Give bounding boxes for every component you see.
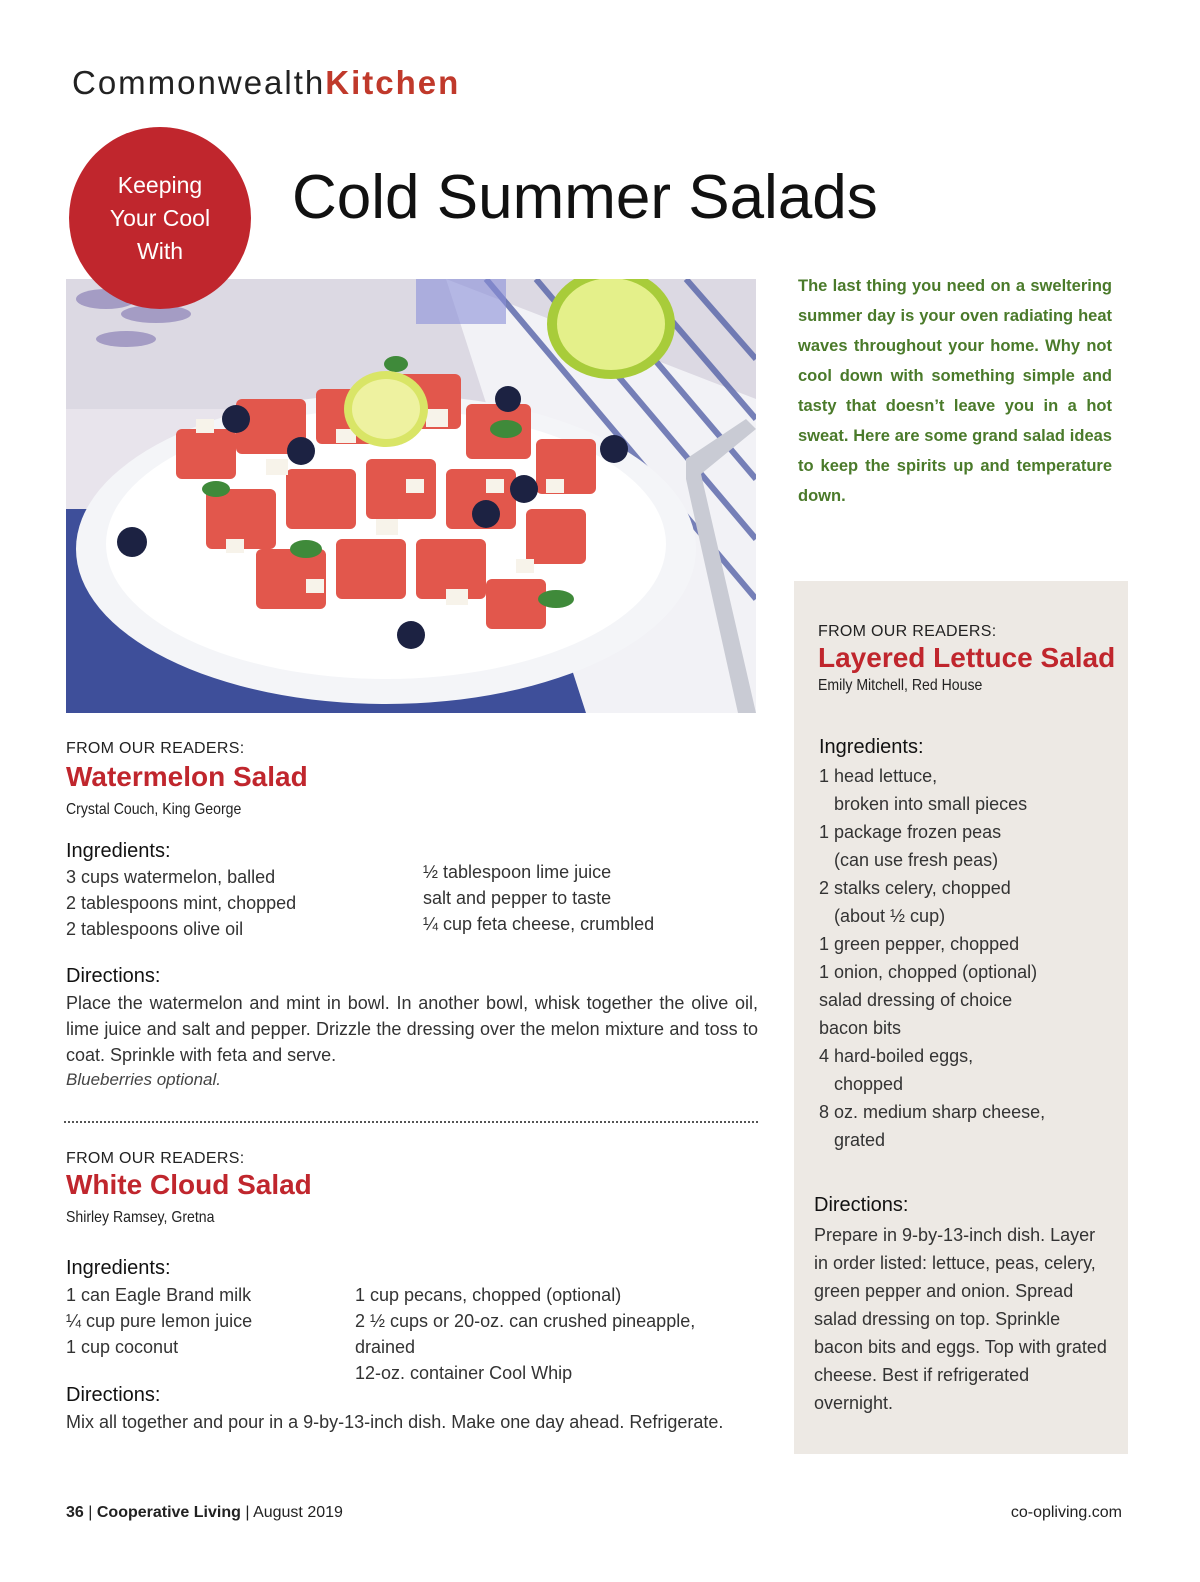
ingredient-item: ¼ cup feta cheese, crumbled xyxy=(423,914,655,934)
footer-separator: | xyxy=(88,1504,93,1521)
ingredients-list xyxy=(819,762,1045,1154)
directions-text: Place the watermelon and mint in bowl. In another bowl, whisk together the olive oil, lime juice and salt and pepper. Drizzle the dressing over the melon mixture and toss to coat. Sprinkle with feta and serve. xyxy=(66,993,758,1065)
brand-name: Commonwealth xyxy=(72,64,326,101)
ingredients-column xyxy=(355,1282,758,1386)
ingredient-item: 1 cup coconut xyxy=(66,1337,179,1357)
ingredient-item: 1 package frozen peas xyxy=(819,822,1002,842)
ingredient-item: chopped xyxy=(834,1074,904,1094)
ingredient-item: bacon bits xyxy=(819,1018,902,1038)
recipe-layered-lettuce-salad xyxy=(794,581,1128,1454)
ingredient-item: grated xyxy=(834,1130,886,1150)
ingredient-item: 1 head lettuce, xyxy=(819,766,938,786)
recipe-white-cloud-salad xyxy=(66,1150,758,1432)
intro-text: The last thing you need on a sweltering summer day is your oven radiating heat waves throughout your home. Why not cool down with something simple and tasty that doesn’t leave you in a hot sweat. Here are some grand salad ideas to keep the spirits up and temperature down. xyxy=(798,277,1112,505)
recipe-title: Watermelon Salad xyxy=(66,761,308,792)
ingredient-item: 2 stalks celery, chopped xyxy=(819,878,1011,898)
dotted-divider xyxy=(64,1121,758,1123)
badge-line: Keeping xyxy=(117,171,203,198)
ingredient-item: 2 ½ cups or 20-oz. can crushed pineapple, drained xyxy=(355,1311,696,1357)
directions-heading: Directions: xyxy=(66,1384,161,1406)
ingredients-heading: Ingredients: xyxy=(819,736,924,758)
recipe-kicker: FROM OUR READERS: xyxy=(66,740,245,757)
recipe-byline: Crystal Couch, King George xyxy=(66,801,242,818)
ingredient-item: 1 onion, chopped (optional) xyxy=(819,962,1038,982)
ingredient-item: 2 tablespoons mint, chopped xyxy=(66,893,297,913)
recipe-title: White Cloud Salad xyxy=(66,1169,312,1200)
ingredient-item: 1 green pepper, chopped xyxy=(819,934,1020,954)
ingredient-item: 2 tablespoons olive oil xyxy=(66,919,244,939)
ingredient-item: 12-oz. container Cool Whip xyxy=(355,1363,573,1383)
recipe-byline: Shirley Ramsey, Gretna xyxy=(66,1209,215,1226)
recipe-watermelon-salad xyxy=(66,740,758,1089)
brand-name-accent: Kitchen xyxy=(325,64,461,101)
recipe-kicker: FROM OUR READERS: xyxy=(66,1150,245,1167)
ingredient-item: 3 cups watermelon, balled xyxy=(66,867,276,887)
ingredients-column xyxy=(66,1282,252,1360)
ingredient-item: 4 hard-boiled eggs, xyxy=(819,1046,974,1066)
magazine-name: Cooperative Living xyxy=(96,1504,241,1521)
ingredient-item: (can use fresh peas) xyxy=(834,850,999,870)
ingredient-item: 1 can Eagle Brand milk xyxy=(66,1285,252,1305)
ingredients-column xyxy=(423,859,654,937)
ingredients-heading: Ingredients: xyxy=(66,1257,171,1279)
recipe-title: Layered Lettuce Salad xyxy=(818,642,1116,673)
ingredient-item: ¼ cup pure lemon juice xyxy=(66,1311,253,1331)
ingredient-item: 8 oz. medium sharp cheese, xyxy=(819,1102,1046,1122)
page-footer xyxy=(66,1504,343,1522)
directions-heading: Directions: xyxy=(66,965,161,987)
ingredient-item: salt and pepper to taste xyxy=(423,888,612,908)
directions-text: Prepare in 9-by-13-inch dish. Layer in order listed: lettuce, peas, celery, green pepper and onion. Spread salad dressing on top. Sprinkle bacon bits and eggs. Top with grated cheese. Best if refrigerated overnight. xyxy=(814,1225,1107,1413)
page-number: 36 xyxy=(66,1504,84,1521)
ingredient-item: 1 cup pecans, chopped (optional) xyxy=(355,1285,622,1305)
recipe-note: Blueberries optional. xyxy=(66,1070,221,1089)
website-link[interactable]: co-opliving.com xyxy=(1010,1504,1122,1521)
brand-logo xyxy=(72,64,460,102)
directions-text: Mix all together and pour in a 9-by-13-inch dish. Make one day ahead. Refrigerate. xyxy=(66,1412,724,1432)
directions-heading: Directions: xyxy=(814,1194,909,1216)
ingredient-item: (about ½ cup) xyxy=(834,906,946,926)
salad-photo xyxy=(66,279,756,713)
ingredient-item: salad dressing of choice xyxy=(819,990,1013,1010)
ingredient-item: broken into small pieces xyxy=(834,794,1028,814)
footer-separator: | xyxy=(245,1504,250,1521)
recipe-byline: Emily Mitchell, Red House xyxy=(818,677,983,694)
badge-line: With xyxy=(137,237,183,264)
issue-date: August 2019 xyxy=(253,1504,343,1521)
badge-line: Your Cool xyxy=(109,204,211,231)
section-badge xyxy=(69,127,251,309)
ingredients-column xyxy=(66,864,296,942)
recipe-kicker: FROM OUR READERS: xyxy=(818,623,997,640)
ingredients-heading: Ingredients: xyxy=(66,840,171,862)
ingredient-item: ½ tablespoon lime juice xyxy=(423,862,612,882)
page-title: Cold Summer Salads xyxy=(292,163,878,232)
